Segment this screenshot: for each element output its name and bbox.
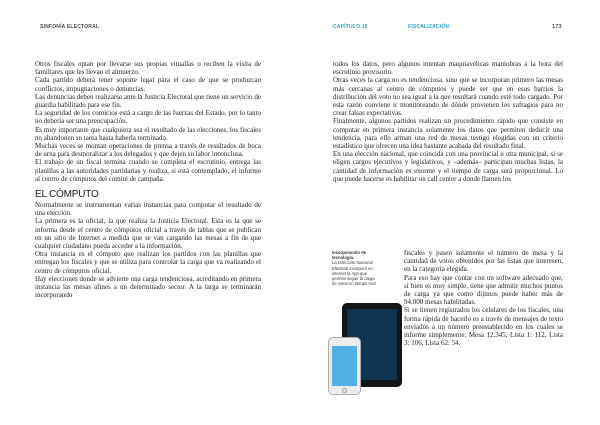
- body-paragraph: El trabajo de un fiscal termina cuando se completa el escrutinio, entrega las planillas a las autoridades partidarias y realiza, si está contemplado, el informe al centro de cómputos del comité de campaña.: [35, 158, 261, 183]
- right-page-column: [333, 60, 563, 183]
- body-paragraph: Otros fiscales optan por llevarse sus propias vituallas o reciben la visita de familiares que les llevan el almuerzo.: [35, 60, 261, 77]
- section-heading: EL CÓMPUTO: [35, 189, 99, 201]
- body-paragraph: Las denuncias deben realizarse ante la Justicia Electoral que tiene un servicio de guardia habilitado para ese fin.: [35, 92, 261, 110]
- phone-screen: [332, 346, 357, 386]
- body-paragraph: Normalmente se instrumentan varias instancias para computar el resultado de una elección.: [35, 201, 261, 218]
- figure-caption-title: Incorporación de tecnología.: [332, 250, 366, 261]
- book-title-header: SINFONÍA ELECTORAL: [40, 24, 100, 30]
- body-paragraph: fiscales y pasen solamente el número de mesa y la cantidad de votos obtenidos por las listas que interesen, en la categoría elegida.: [404, 249, 563, 274]
- phone-image: [328, 337, 361, 395]
- tablet-phone-illustration: [328, 303, 404, 395]
- body-paragraph: todos los datos, pero algunos intentan maquiavélicas maniobras a la hora del escrutinio provisorio.: [333, 60, 563, 77]
- page-number: 173: [552, 24, 562, 30]
- body-paragraph: Otra instancia es el cómputo que realizan los partidos con las planillas que entregan los fiscales y que se utiliza para controlar la carga que va realizando el centro de cómputos oficial.: [35, 250, 261, 275]
- body-paragraph: Muchas veces se montan operaciones de prensa a través de resultados de boca de urna para desmoralizar a los delegados y que dejen su labor inconclusa.: [35, 142, 261, 159]
- body-paragraph: Para eso hay que contar con un software adecuado que, si bien es muy simple, tiene que admitir muchos puntos de carga ya que como dijimos puede haber más de 94.000 mesas habilitadas.: [404, 273, 563, 307]
- left-page-column: [35, 60, 261, 299]
- body-paragraph: Si se tienen registrados los celulares de los fiscales, una forma rápida de hacerlo es a través de mensajes de texto enviados a un número preestablecido en los cuales se informe simplemente: Mesa 12.345, Lista 1: 112, Lista 3: 106, Lista 62: 54.: [404, 306, 563, 348]
- section-header: FISCALIZACIÓN: [408, 24, 450, 30]
- body-paragraph: Es muy importante que cualquiera sea el resultado de las elecciones, los fiscales no abandonen su tarea hasta haberla terminado.: [35, 125, 261, 142]
- body-paragraph: La seguridad de los comicios está a cargo de las fuerzas del Estado, por lo tanto no debería ser una preocupación.: [35, 109, 261, 126]
- body-paragraph: Finalmente, algunos partidos realizan un procedimiento rápido que consiste en computar en primera instancia solamente los datos que permiten deducir una tendencia, para ello arman una red de mesas testigo elegidas con un criterio estadístico que ofrecen una idea bastante acabada del resultado final.: [333, 117, 563, 151]
- body-paragraph: En una elección nacional, que coincida con una provincial u otra municipal, si se eligen cargos ejecutivos y legislativos, y –además– participan muchas listas, la cantidad de información es enorme y el tiempo de carga será proporcional. Lo que puede hacerse es habilitar un call center a donde llamen los: [333, 150, 563, 183]
- figure-caption: [332, 250, 380, 286]
- chapter-header: CAPÍTULO 10: [333, 24, 368, 30]
- body-paragraph: Cada partido deberá tener soporte legal para el caso de que se produzcan conflictos, impugnaciones o denuncias.: [35, 76, 261, 93]
- figure-caption-text: La Dirección Nacional Electoral incorporó en internet la App que permite seguir la carga de votos en tiempo real: [332, 260, 376, 287]
- body-paragraph: Otras veces la carga no es tendenciosa, sino que se incorporan primero las mesas más cercanas al centro de cómputos y puede ser que en esos barrios la distribución del voto no sea igual a la que resultará cuando esté todo cargado. Por esta razón conviene ir monitoreando de dónde provienen los sufragios para no crear falsas expectativas.: [333, 76, 563, 118]
- right-page-side-column: [404, 249, 563, 347]
- body-paragraph: La primera es la oficial, la que realiza la Justicia Electoral. Esta es la que se informa desde el centro de cómputos oficial a través de tablas que se publican en un sitio de Internet a medida que se van cargando las mesas a fin de que cualquier ciudadano pueda acceder a la información.: [35, 217, 261, 251]
- body-paragraph: Hay elecciones donde se advierte una carga tendenciosa, acreditando en primera instancia las mesas afines a un determinado sector. A la larga se terminarán incorporando: [35, 274, 261, 300]
- phone-home-button: [342, 388, 347, 393]
